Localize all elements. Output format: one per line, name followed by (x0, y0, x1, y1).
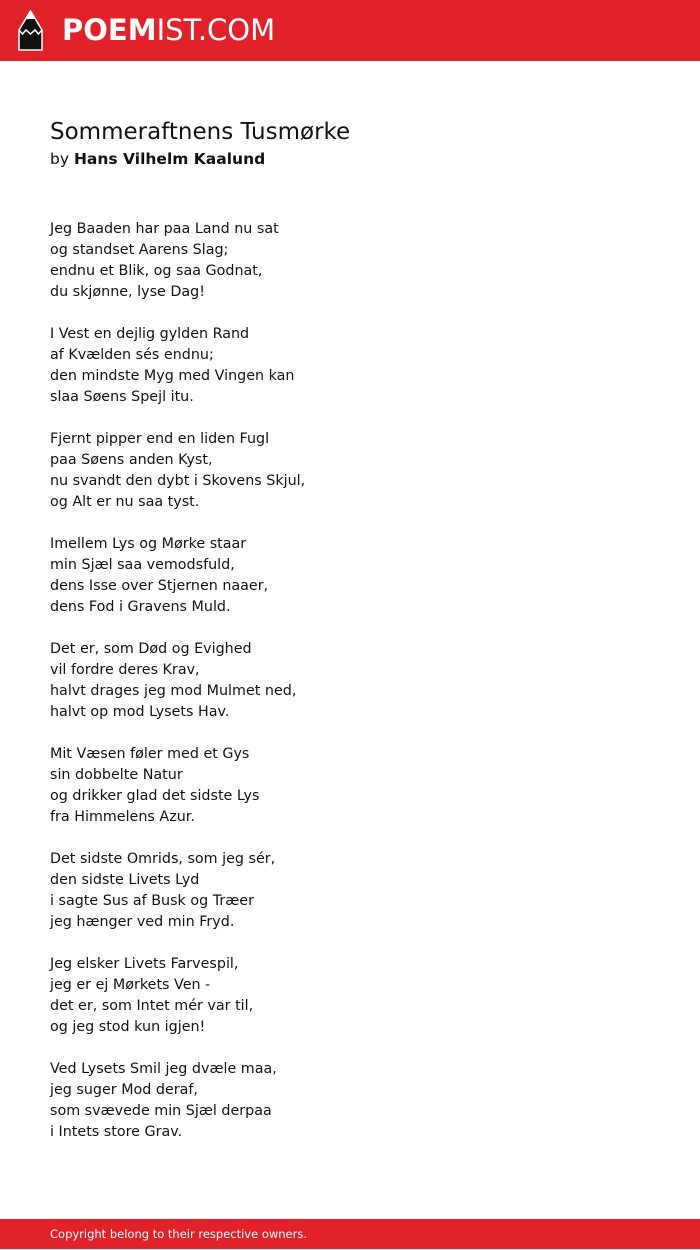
poem-line: dens Fod i Gravens Muld. (50, 599, 231, 615)
poem-line: slaa Søens Spejl itu. (50, 389, 194, 405)
poem-line: jeg er ej Mørkets Ven - (50, 977, 211, 993)
poem-line: i Intets store Grav. (50, 1124, 183, 1140)
poem-line: og jeg stod kun igjen! (50, 1019, 206, 1035)
copyright-text: Copyright belong to their respective owners. (50, 1227, 308, 1241)
poem-line: min Sjæl saa vemodsfuld, (50, 557, 235, 573)
header-bar (0, 0, 700, 61)
poem-stanza (50, 1059, 650, 1143)
poem-line: Jeg Baaden har paa Land nu sat (50, 221, 279, 237)
poem-line: den mindste Myg med Vingen kan (50, 368, 295, 384)
poem-line: Mit Væsen føler med et Gys (50, 746, 250, 762)
poem-line: som svævede min Sjæl derpaa (50, 1103, 272, 1119)
poem-line: og standset Aarens Slag; (50, 242, 229, 258)
poem-stanza (50, 849, 650, 933)
poem-title: Sommeraftnens Tusmørke (50, 119, 351, 145)
site-logo[interactable] (62, 12, 275, 48)
footer-bar (0, 1219, 700, 1249)
poem-line: Ved Lysets Smil jeg dvæle maa, (50, 1061, 277, 1077)
poem-body (50, 219, 650, 1143)
poem-line: og Alt er nu saa tyst. (50, 494, 200, 510)
logo-brand-light: IST.COM (156, 13, 276, 47)
poem-stanza (50, 534, 650, 618)
poem-stanza (50, 744, 650, 828)
poem-line: den sidste Livets Lyd (50, 872, 200, 888)
poem-line: af Kvælden sés endnu; (50, 347, 214, 363)
poem-line: det er, som Intet mér var til, (50, 998, 254, 1014)
byline (50, 149, 650, 169)
by-label: by (50, 150, 70, 168)
poem-line: endnu et Blik, og saa Godnat, (50, 263, 263, 279)
logo-brand-strong: POEM (62, 13, 157, 47)
poem-line: paa Søens anden Kyst, (50, 452, 213, 468)
poem-line: Jeg elsker Livets Farvespil, (50, 956, 239, 972)
poem-stanza (50, 639, 650, 723)
poem-stanza (50, 954, 650, 1038)
poem-line: Det er, som Død og Evighed (50, 641, 252, 657)
poem-stanza (50, 219, 650, 303)
poem-line: jeg hænger ved min Fryd. (50, 914, 235, 930)
poem-content (50, 118, 650, 1164)
poem-line: Fjernt pipper end en liden Fugl (50, 431, 270, 447)
poem-line: jeg suger Mod deraf, (50, 1082, 198, 1098)
poem-line: halvt op mod Lysets Hav. (50, 704, 230, 720)
poem-line: dens Isse over Stjernen naaer, (50, 578, 269, 594)
poem-line: nu svandt den dybt i Skovens Skjul, (50, 473, 306, 489)
poem-line: vil fordre deres Krav, (50, 662, 200, 678)
poem-line: du skjønne, lyse Dag! (50, 284, 205, 300)
poem-line: halvt drages jeg mod Mulmet ned, (50, 683, 297, 699)
poem-line: og drikker glad det sidste Lys (50, 788, 260, 804)
pencil-icon[interactable] (18, 10, 43, 51)
poem-stanza (50, 324, 650, 408)
poem-line: Imellem Lys og Mørke staar (50, 536, 247, 552)
poem-line: i sagte Sus af Busk og Træer (50, 893, 254, 909)
author-name: Hans Vilhelm Kaalund (73, 150, 266, 168)
poem-line: Det sidste Omrids, som jeg sér, (50, 851, 276, 867)
poem-line: I Vest en dejlig gylden Rand (50, 326, 250, 342)
poem-stanza (50, 429, 650, 513)
poem-line: fra Himmelens Azur. (50, 809, 195, 825)
poem-line: sin dobbelte Natur (50, 767, 183, 783)
